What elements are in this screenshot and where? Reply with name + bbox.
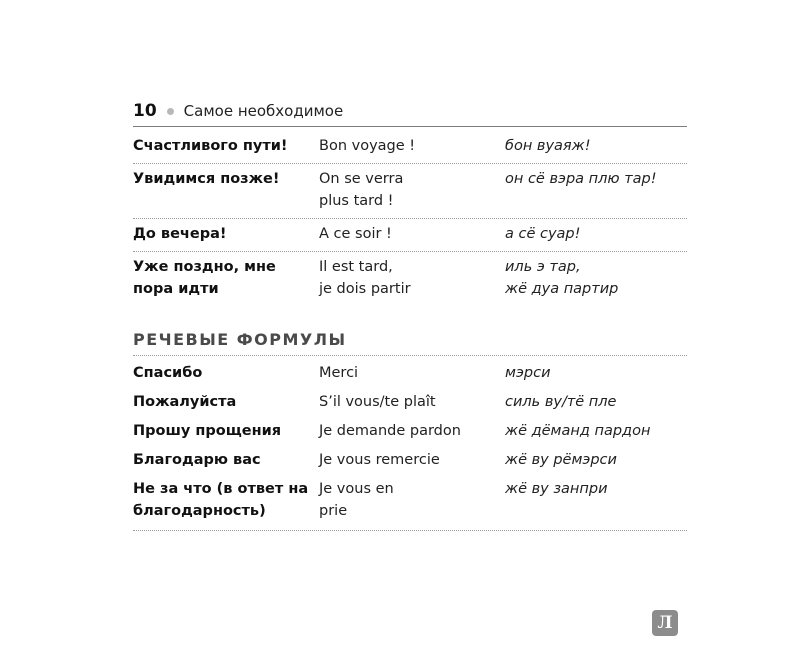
phrase-row bbox=[133, 164, 687, 219]
phrase-russian: Не за что (в ответ на благодарность) bbox=[133, 481, 309, 519]
phrase-row bbox=[133, 418, 687, 447]
speech-formulas-heading: РЕЧЕВЫЕ ФОРМУЛЫ bbox=[133, 330, 687, 356]
phrase-transcription: иль э тар, жё дуа партир bbox=[505, 259, 619, 297]
phrase-russian: Счастливого пути! bbox=[133, 138, 288, 154]
phrase-row bbox=[133, 252, 687, 306]
speech-formulas-table bbox=[133, 360, 687, 531]
phrase-row bbox=[133, 219, 687, 252]
phrase-transcription: жё дёманд пардон bbox=[505, 423, 651, 439]
phrase-russian: Увидимся позже! bbox=[133, 171, 280, 187]
phrase-transcription: мэрси bbox=[505, 365, 551, 381]
phrase-french: Il est tard, je dois partir bbox=[319, 259, 411, 297]
book-page bbox=[133, 96, 687, 531]
phrase-transcription: он сё вэра плю тар! bbox=[505, 171, 657, 187]
phrase-row bbox=[133, 360, 687, 389]
phrase-transcription: бон вуаяж! bbox=[505, 138, 591, 154]
phrase-row bbox=[133, 133, 687, 164]
bullet-dot-icon bbox=[167, 108, 174, 115]
phrase-french: On se verra plus tard ! bbox=[319, 171, 404, 209]
phrase-row bbox=[133, 476, 687, 531]
page-header bbox=[133, 96, 687, 127]
phrase-french: Je vous en prie bbox=[319, 481, 394, 519]
phrase-russian: Уже поздно, мне пора идти bbox=[133, 259, 276, 297]
phrase-french: Je demande pardon bbox=[319, 423, 461, 439]
phrase-row bbox=[133, 447, 687, 476]
phrase-transcription: а сё суар! bbox=[505, 226, 581, 242]
phrase-row bbox=[133, 389, 687, 418]
phrase-french: Bon voyage ! bbox=[319, 138, 416, 154]
phrase-russian: Прошу прощения bbox=[133, 423, 282, 439]
phrase-russian: Спасибо bbox=[133, 365, 203, 381]
phrase-transcription: жё ву занпри bbox=[505, 481, 608, 497]
phrase-russian: Пожалуйста bbox=[133, 394, 237, 410]
phrase-russian: До вечера! bbox=[133, 226, 227, 242]
farewell-phrases-table bbox=[133, 133, 687, 306]
section-title: Самое необходимое bbox=[183, 102, 344, 120]
phrase-russian: Благодарю вас bbox=[133, 452, 261, 468]
phrase-transcription: жё ву рёмэрси bbox=[505, 452, 617, 468]
page-number: 10 bbox=[133, 101, 157, 121]
publisher-logo-icon: Л bbox=[652, 610, 678, 636]
phrase-french: Je vous remercie bbox=[319, 452, 440, 468]
phrase-french: S’il vous/te plaît bbox=[319, 394, 436, 410]
phrase-french: A ce soir ! bbox=[319, 226, 392, 242]
phrase-transcription: силь ву/тё пле bbox=[505, 394, 617, 410]
phrase-french: Merci bbox=[319, 365, 359, 381]
